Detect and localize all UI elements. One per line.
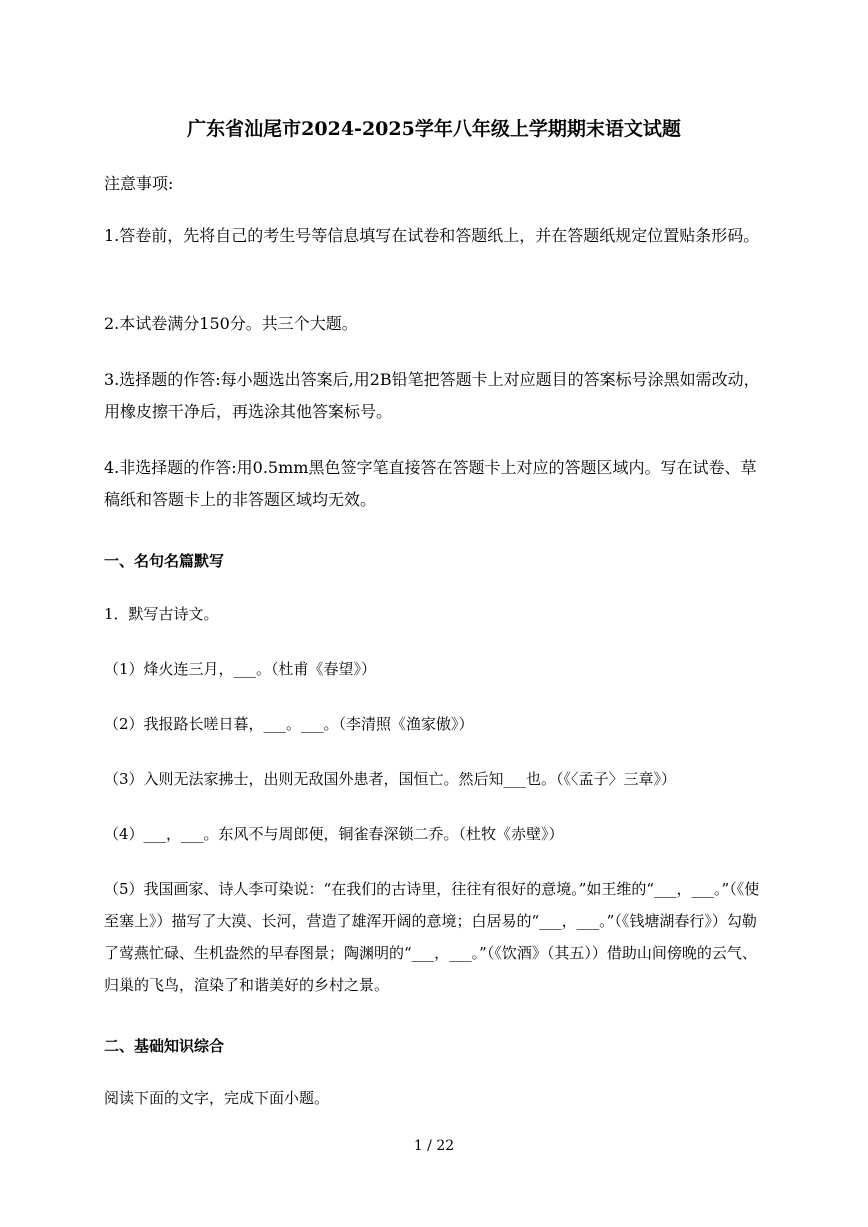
question-1-item-1: （1）烽火连三月，___。（杜甫《春望》）	[104, 660, 377, 678]
question-1-item-3: （3）入则无法家拂士，出则无敌国外患者，国恒亡。然后知___也。（《〈孟子〉三章》）	[104, 770, 677, 788]
question-1-item-2: （2）我报路长嗟日暮，___。___。（李清照《渔家傲》）	[104, 715, 474, 733]
notice-item-4: 4.非选择题的作答:用0.5mm黑色签字笔直接答在答题卡上对应的答题区域内。写在试卷、草稿纸和答题卡上的非答题区域均无效。	[104, 458, 757, 509]
notice-item-3: 3.选择题的作答:每小题选出答案后,用2B铅笔把答题卡上对应题目的答案标号涂黑如需改动，用橡皮擦干净后，再选涂其他答案标号。	[104, 370, 760, 421]
document-title: 广东省汕尾市2024-2025学年八年级上学期期末语文试题	[187, 118, 681, 140]
notice-item-1: 1.答卷前，先将自己的考生号等信息填写在试卷和答题纸上，并在答题纸规定位置贴条形码。	[104, 226, 760, 245]
section-2-intro: 阅读下面的文字，完成下面小题。	[104, 1089, 330, 1107]
question-1-item-5: （5）我国画家、诗人李可染说：“在我们的古诗里，往往有很好的意境。”如王维的“___，___。”（《使至塞上》）描写了大漠、长河，营造了雄浑开阔的意境；白居易的“___，___。”（《钱塘湖春行》）勾勒了莺燕忙碌、生机盎然的早春图景；陶渊明的“___，___。”（《饮酒》（其五））借助山间傍晚的云气、归巢的飞鸟，渲染了和谐美好的乡村之景。	[104, 880, 760, 994]
section-2-heading: 二、基础知识综合	[104, 1037, 225, 1055]
question-1-item-4: （4）___，___。东风不与周郎便，铜雀春深锁二乔。（杜牧《赤壁》）	[104, 825, 564, 843]
page-number: 1 / 22	[413, 1138, 455, 1154]
question-1: 1．默写古诗文。	[104, 605, 219, 623]
section-1-heading: 一、名句名篇默写	[104, 552, 225, 570]
notice-heading: 注意事项:	[104, 174, 174, 193]
notice-item-2: 2.本试卷满分150分。共三个大题。	[104, 314, 358, 333]
